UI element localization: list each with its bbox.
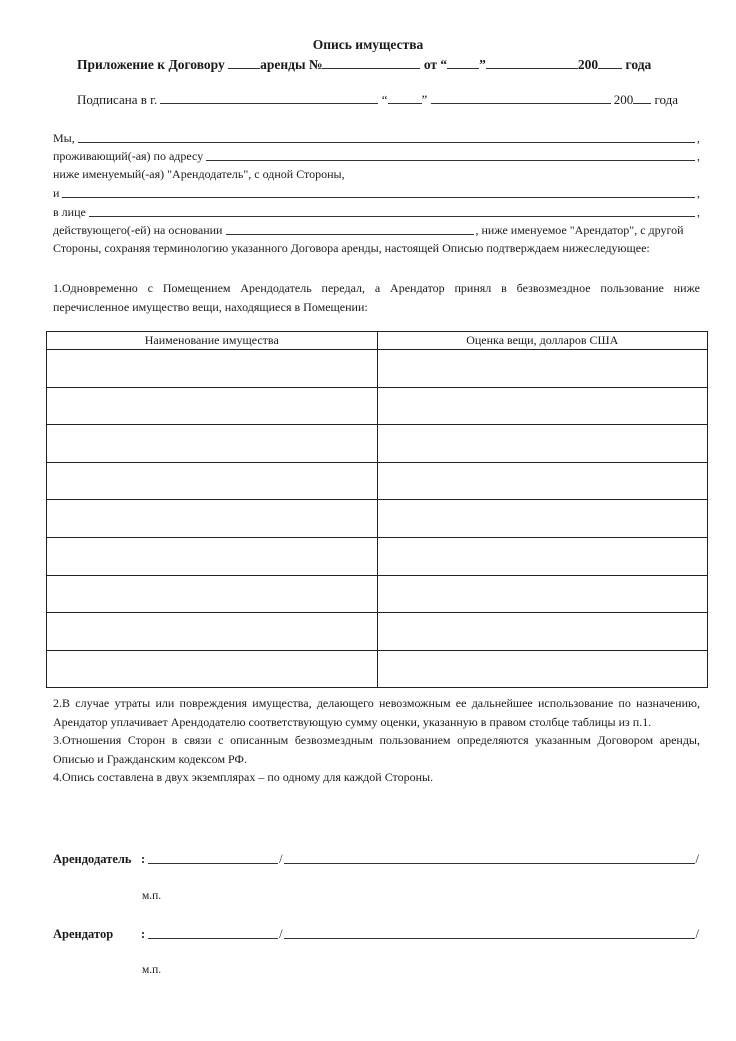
table-row [47, 650, 708, 688]
tenant-role-label: Арендатор [53, 927, 114, 941]
tenant-signature-row [53, 926, 700, 942]
inventory-table-body [47, 350, 708, 688]
acting-label: действующего(-ей) на основании [53, 223, 223, 237]
item-name-cell[interactable] [47, 575, 378, 613]
tenant-name-print-field[interactable] [284, 938, 695, 939]
appendix-prefix: Приложение к Договору [77, 57, 225, 72]
tenant-slash: / [279, 927, 283, 941]
landlord-signature-row [53, 851, 700, 867]
item-value-cell[interactable] [377, 613, 708, 651]
contract-number-field[interactable] [228, 58, 260, 69]
item-name-cell[interactable] [47, 650, 378, 688]
item-name-cell[interactable] [47, 500, 378, 538]
tenant-signature-field[interactable] [148, 938, 278, 939]
table-row [47, 575, 708, 613]
tenant-stamp-label: м.п. [142, 964, 162, 976]
table-row [47, 500, 708, 538]
landlord-address-field[interactable] [206, 160, 695, 161]
appendix-middle: аренды № [260, 57, 323, 72]
item-value-cell[interactable] [377, 425, 708, 463]
contract-day-field[interactable] [447, 58, 479, 69]
table-row [47, 462, 708, 500]
represented-comma: , [697, 205, 700, 219]
item-name-cell[interactable] [47, 350, 378, 388]
appendix-from: от “ [423, 57, 448, 72]
represented-label: в лице [53, 205, 86, 219]
item-value-cell[interactable] [377, 500, 708, 538]
landlord-stamp-label: м.п. [142, 890, 162, 902]
inventory-table [46, 331, 708, 688]
signed-quote-open: “ [381, 92, 388, 107]
item-value-cell[interactable] [377, 650, 708, 688]
appendix-year-suffix: года [625, 57, 652, 72]
appendix-year-prefix: 200 [577, 57, 599, 72]
residing-label: проживающий(-ая) по адресу [53, 149, 204, 163]
we-row [53, 130, 700, 146]
item-name-cell[interactable] [47, 387, 378, 425]
landlord-row [53, 166, 700, 182]
acting-row [53, 222, 700, 238]
item-value-cell[interactable] [377, 387, 708, 425]
contract-year-field[interactable] [598, 58, 622, 69]
signed-city-field[interactable] [160, 93, 378, 104]
signed-month-field[interactable] [431, 93, 611, 104]
item-value-cell[interactable] [377, 462, 708, 500]
signed-line [77, 92, 678, 108]
item-name-cell[interactable] [47, 462, 378, 500]
landlord-label: ниже именуемый(-ая) "Арендодатель", с одной Стороны, [53, 167, 345, 181]
tenant-colon: : [141, 927, 146, 941]
item-name-cell[interactable] [47, 537, 378, 575]
landlord-slash-end: / [695, 852, 699, 866]
signed-year-prefix: 200 [613, 92, 634, 107]
appendix-quote-close: ” [479, 57, 486, 72]
landlord-signature-field[interactable] [148, 863, 278, 864]
signed-day-field[interactable] [388, 93, 422, 104]
closing-row [53, 240, 700, 256]
we-comma: , [697, 131, 700, 145]
acting-suffix: , ниже именуемое "Арендатор", с другой [475, 223, 684, 237]
clause-2: 2.В случае утраты или повреждения имущества, делающего невозможным ее дальнейшее использование по назначению, Арендатор уплачивает Арендодателю соответствующую сумму оценки, указанную в правом столбце таблицы из п.1. [53, 696, 700, 729]
basis-field[interactable] [226, 234, 474, 235]
document-title: Опись имущества [312, 37, 424, 52]
table-row [47, 425, 708, 463]
representative-field[interactable] [89, 216, 695, 217]
table-header-row [47, 332, 708, 350]
item-name-cell[interactable] [47, 425, 378, 463]
landlord-colon: : [141, 852, 146, 866]
clause-1: 1.Одновременно с Помещением Арендодатель передал, а Арендатор принял в безвозмездное пользование ниже перечисленное имущество вещи, находящиеся в Помещении: [53, 281, 700, 314]
landlord-name-field[interactable] [78, 142, 695, 143]
item-value-cell[interactable] [377, 350, 708, 388]
contract-month-field[interactable] [486, 58, 578, 69]
tenant-name-field[interactable] [62, 197, 695, 198]
table-row [47, 613, 708, 651]
signed-quote-close: ” [421, 92, 428, 107]
and-row [53, 185, 700, 201]
and-label: и [53, 186, 60, 200]
landlord-name-print-field[interactable] [284, 863, 695, 864]
signed-year-field[interactable] [633, 93, 651, 104]
clause-4: 4.Опись составлена в двух экземплярах – по одному для каждой Стороны. [53, 770, 434, 784]
item-name-cell[interactable] [47, 613, 378, 651]
signed-year-suffix: года [654, 92, 679, 107]
item-value-cell[interactable] [377, 575, 708, 613]
contract-id-field[interactable] [322, 58, 420, 69]
table-row [47, 537, 708, 575]
clause-3: 3.Отношения Сторон в связи с описанным безвозмездным пользованием определяются указанным Договором аренды, Описью и Гражданским кодексом РФ. [53, 733, 700, 766]
table-row [47, 387, 708, 425]
column-header-value: Оценка вещи, долларов США [377, 332, 708, 350]
closing-text: Стороны, сохраняя терминологию указанного Договора аренды, настоящей Описью подтверждаем нижеследующее: [53, 241, 650, 255]
landlord-slash: / [279, 852, 283, 866]
column-header-item-name: Наименование имущества [47, 332, 378, 350]
residing-comma: , [697, 149, 700, 163]
signed-prefix: Подписана в г. [77, 92, 158, 107]
table-row [47, 350, 708, 388]
tenant-slash-end: / [695, 927, 699, 941]
represented-row [53, 204, 700, 220]
landlord-role-label: Арендодатель [53, 852, 132, 866]
item-value-cell[interactable] [377, 537, 708, 575]
and-comma: , [697, 186, 700, 200]
we-label: Мы, [53, 131, 75, 145]
residing-row [53, 148, 700, 164]
appendix-line [77, 57, 651, 73]
